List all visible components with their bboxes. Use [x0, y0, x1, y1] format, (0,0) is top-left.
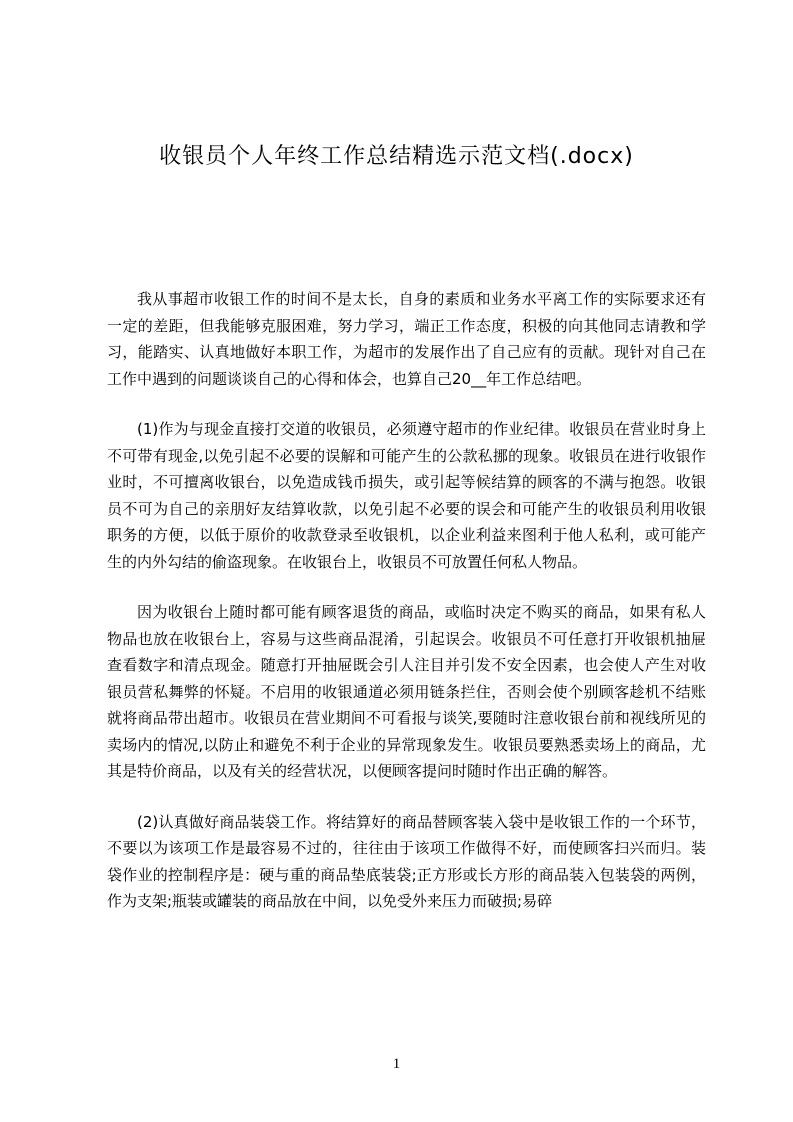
page-number: 1	[392, 1056, 401, 1072]
paragraph-checkout-counter: 因为收银台上随时都可能有顾客退货的商品，或临时决定不购买的商品，如果有私人物品也放在收银台上，容易与这些商品混淆，引起误会。收银员不可任意打开收银机抽屉查看数字和清点现金。随意打开抽屉既会引人注目并引发不安全因素，也会使人产生对收银员营私舞弊的怀疑。不启用的收银通道必须用链条拦住，否则会使个别顾客趁机不结账就将商品带出超市。收银员在营业期间不可看报与谈笑,要随时注意收银台前和视线所见的卖场内的情况,以防止和避免不利于企业的异常现象发生。收银员要熟悉卖场上的商品，尤其是特价商品，以及有关的经营状况，以便顾客提问时随时作出正确的解答。	[107, 603, 706, 780]
paragraph-intro: 我从事超市收银工作的时间不是太长，自身的素质和业务水平离工作的实际要求还有一定的差距，但我能够克服困难，努力学习，端正工作态度，积极的向其他同志请教和学习，能踏实、认真地做好本职工作，为超市的发展作出了自己应有的贡献。现针对自己在工作中遇到的问题谈谈自己的心得和体会，也算自己20__年工作总结吧。	[107, 290, 706, 388]
paragraph-cashier-discipline: (1)作为与现金直接打交道的收银员，必须遵守超市的作业纪律。收银员在营业时身上不可带有现金,以免引起不必要的误解和可能产生的公款私挪的现象。收银员在进行收银作业时，不可擅离收银台，以免造成钱币损失，或引起等候结算的顾客的不满与抱怨。收银员不可为自己的亲朋好友结算收款，以免引起不必要的误会和可能产生的收银员利用收银职务的方便，以低于原价的收款登录至收银机，以企业利益来图利于他人私利，或可能产生的内外勾结的偷盗现象。在收银台上，收银员不可放置任何私人物品。	[107, 420, 706, 571]
document-body	[107, 286, 706, 939]
document-title: 收银员个人年终工作总结精选示范文档(.docx)	[159, 144, 634, 169]
paragraph-bagging: (2)认真做好商品装袋工作。将结算好的商品替顾客装入袋中是收银工作的一个环节，不要以为该项工作是最容易不过的，往往由于该项工作做得不好，而使顾客扫兴而归。装袋作业的控制程序是：硬与重的商品垫底装袋;正方形或长方形的商品装入包装袋的两例，作为支架;瓶装或罐装的商品放在中间，以免受外来压力而破损;易碎	[107, 812, 706, 910]
